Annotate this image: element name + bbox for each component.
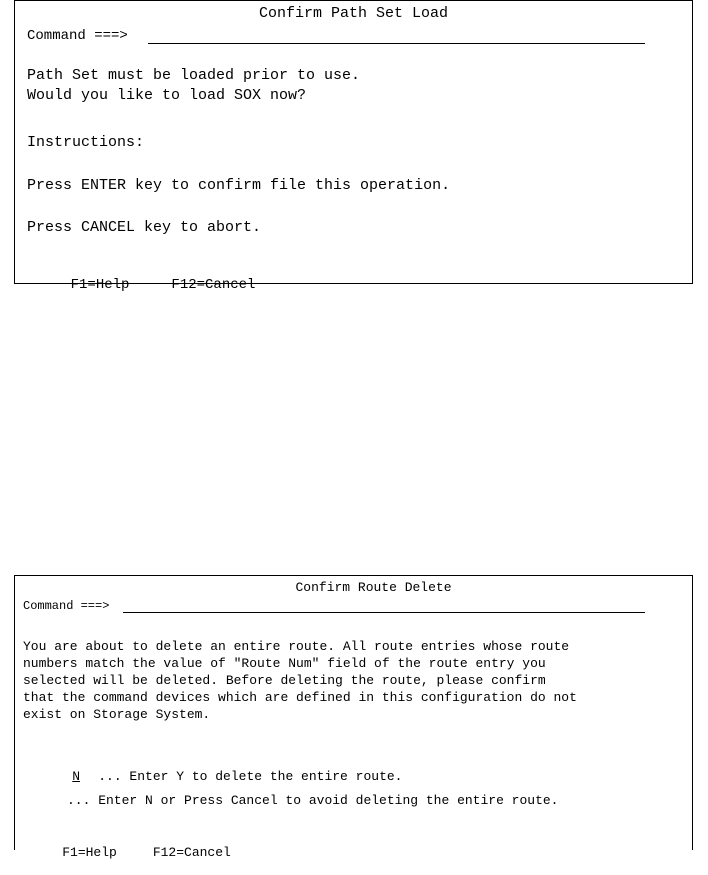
paragraph-line: numbers match the value of "Route Num" field of the route entry you xyxy=(23,656,546,671)
paragraph-line: exist on Storage System. xyxy=(23,707,211,722)
f1-help-key[interactable]: F1=Help xyxy=(62,845,117,860)
command-label: Command ===> xyxy=(23,599,110,613)
f12-cancel-key[interactable]: F12=Cancel xyxy=(171,277,256,293)
paragraph-line: selected will be deleted. Before deleting the route, please confirm xyxy=(23,673,546,688)
command-label: Command ===> xyxy=(27,28,128,44)
instruction-cancel: Press CANCEL key to abort. xyxy=(27,219,262,236)
command-input[interactable] xyxy=(148,27,645,44)
message-line-2: Would you like to load SOX now? xyxy=(27,87,307,104)
option-yes-text: ... Enter Y to delete the entire route. xyxy=(98,769,403,784)
instruction-enter: Press ENTER key to confirm file this operation. xyxy=(27,177,451,194)
command-row xyxy=(23,596,645,613)
warning-paragraph xyxy=(23,638,577,723)
confirm-entry-field[interactable]: N xyxy=(72,769,81,784)
function-key-bar xyxy=(31,830,267,875)
command-input[interactable] xyxy=(123,596,645,613)
command-row xyxy=(27,27,645,44)
panel-title: Confirm Path Set Load xyxy=(258,5,449,22)
confirm-route-delete-panel xyxy=(14,575,693,860)
message-line-1: Path Set must be loaded prior to use. xyxy=(27,67,361,84)
confirm-path-set-load-panel xyxy=(14,0,693,293)
paragraph-line: You are about to delete an entire route. All route entries whose route xyxy=(23,639,570,654)
option-no-text: ... Enter N or Press Cancel to avoid deleting the entire route. xyxy=(67,793,559,808)
f12-cancel-key[interactable]: F12=Cancel xyxy=(152,845,231,860)
paragraph-line: that the command devices which are defined in this configuration do not xyxy=(23,690,577,705)
panel-title: Confirm Route Delete xyxy=(295,580,452,595)
instructions-heading: Instructions: xyxy=(27,134,145,151)
f1-help-key[interactable]: F1=Help xyxy=(70,277,130,293)
function-key-bar xyxy=(37,261,297,309)
